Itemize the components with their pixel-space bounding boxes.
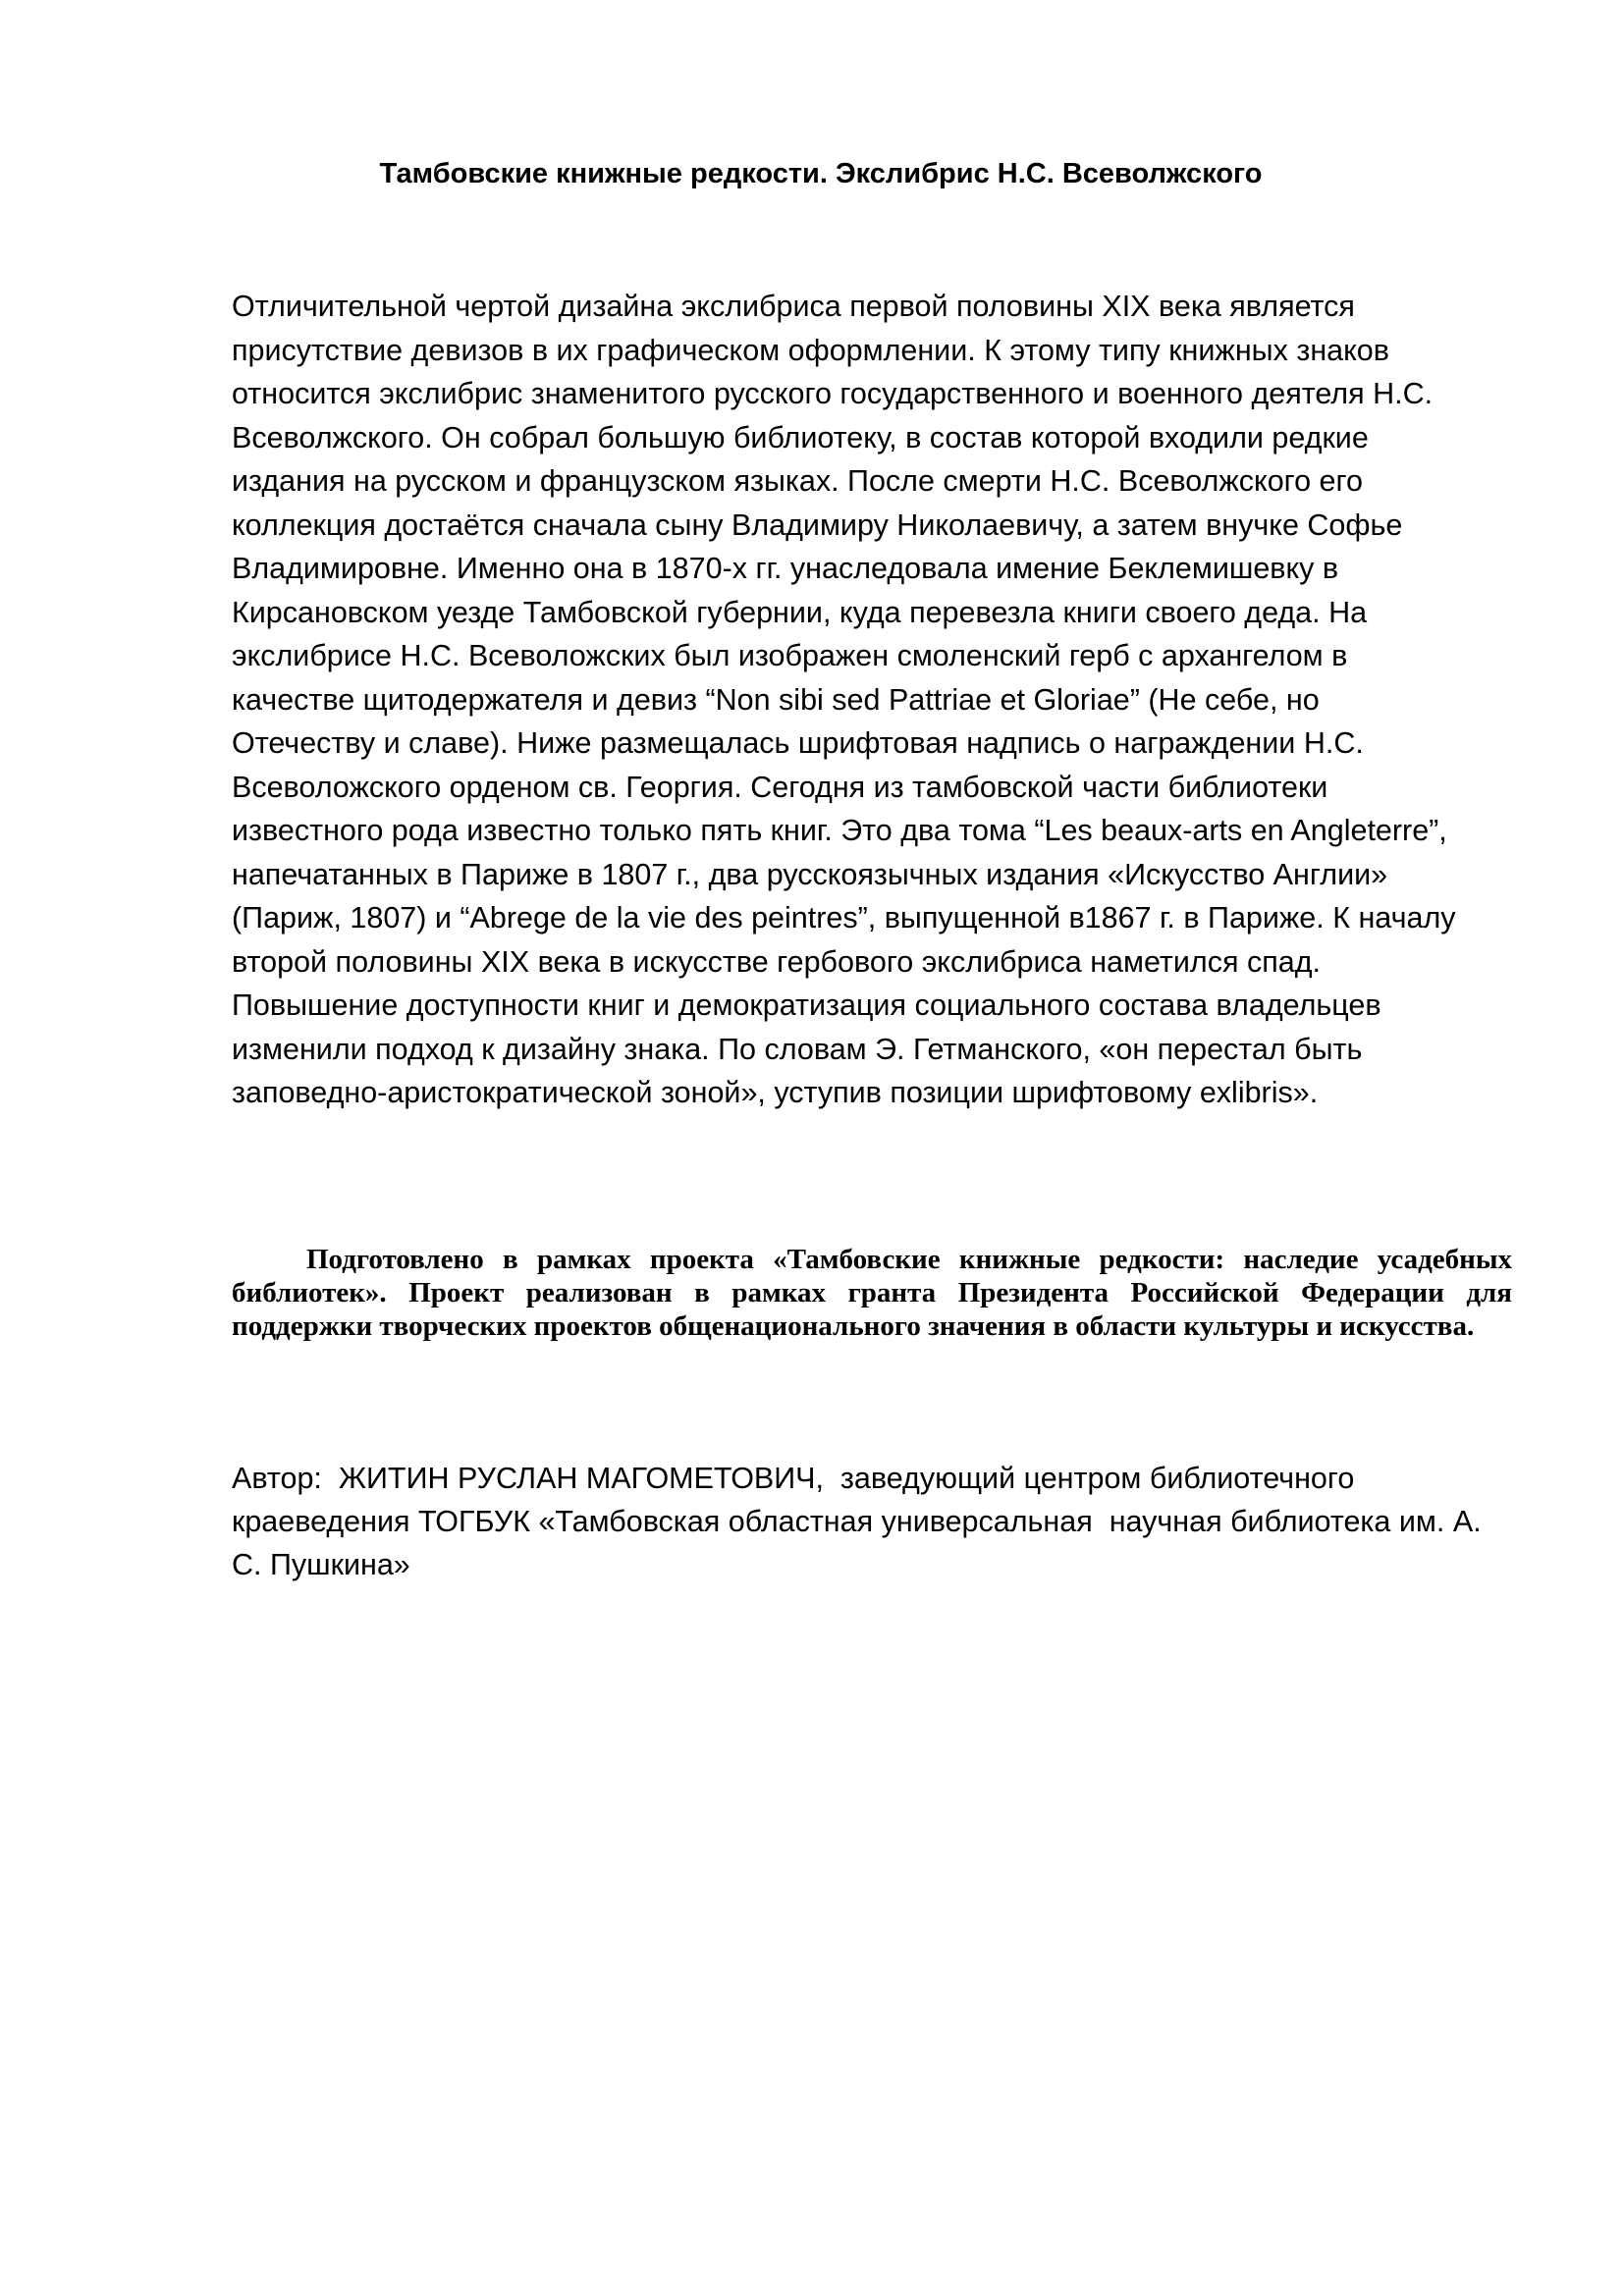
document-title: Тамбовские книжные редкости. Экслибрис Н.С. Всеволжского xyxy=(379,158,1263,189)
project-funding-note: Подготовлено в рамках проекта «Тамбовские книжные редкости: наследие усадебных библиотек». Проект реализован в рамках гранта Президента Российской Федерации для поддержки творческих проектов общенационального значения в области культуры и искусства. xyxy=(232,1244,1512,1342)
author-credit: Автор: ЖИТИН РУСЛАН МАГОМЕТОВИЧ, заведующий центром библиотечного краеведения ТОГБУК «Тамбовская областная универсальная научная библиотека им. А. С. Пушкина» xyxy=(232,1462,1490,1581)
main-paragraph: Отличительной чертой дизайна экслибриса первой половины XIX века является присутствие девизов в их графическом оформлении. К этому типу книжных знаков относится экслибрис знаменитого русского государственного и военного деятеля Н.С. Всеволжского. Он собрал большую библиотеку, в состав которой входили редкие издания на русском и французском языках. После смерти Н.С. Всеволжского его коллекция достаётся сначала сыну Владимиру Николаевичу, а затем внучке Софье Владимировне. Именно она в 1870-х гг. унаследовала имение Беклемишевку в Кирсановском уезде Тамбовской губернии, куда перевезла книги своего деда. На экслибрисе Н.С. Всеволожских был изображен смоленский герб с архангелом в качестве щитодержателя и девиз “Non sibi sed Pattriae et Gloriae” (Не себе, но Отечеству и славе). Ниже размещалась шрифтовая надпись о награждении Н.С. Всеволожского орденом св. Георгия. Сегодня из тамбовской части библиотеки известного рода известно только пять книг. Это два тома “Les beaux-arts en Angleterre”, напечатанных в Париже в 1807 г., два русскоязычных издания «Искусство Англии» (Париж, 1807) и “Abrege de la vie des peintres”, выпущенной в1867 г. в Париже. К началу второй половины XIX века в искусстве гербового экслибриса наметился спад. Повышение доступности книг и демократизация социального состава владельцев изменили подход к дизайну знака. По словам Э. Гетманского, «он перестал быть заповедно-аристократической зоной», уступив позиции шрифтовому exlibris». xyxy=(232,290,1456,1109)
